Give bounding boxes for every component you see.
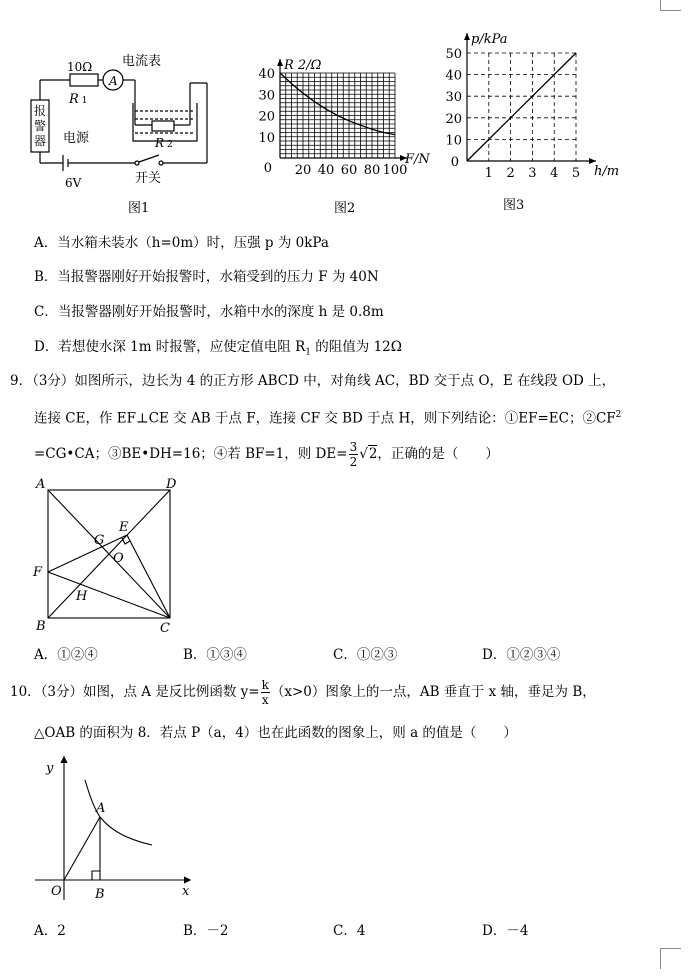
q9-stem-line3: =CG•CA；③BE•DH=16；④若 BF=1，则 DE= $\frac{3}{2}$ √2，正确的是（ ） — [34, 440, 499, 469]
label-a: A — [36, 478, 46, 492]
label-f: F — [33, 565, 43, 580]
resistor2-sub: 2 — [167, 140, 173, 150]
figure2-resistance-force-chart — [245, 40, 450, 190]
y-tick-label: 30 — [445, 90, 462, 106]
label-b: B — [36, 619, 46, 634]
label-g: G — [94, 533, 105, 548]
q9-superscript: 2 — [615, 410, 622, 420]
x-tick-label: 60 — [340, 163, 358, 178]
q9-stem-line1: 9．（3分）如图所示，边长为 4 的正方形 ABCD 中，对角线 AC，BD 交于点 O，E 在线段 OD 上， — [10, 373, 616, 389]
y-tick-label: 40 — [258, 67, 275, 82]
q9-square-figure — [28, 478, 198, 638]
svg-text:R2 — [154, 136, 173, 150]
x-tick-label: 80 — [363, 163, 381, 178]
water-tank — [133, 103, 197, 141]
q9-option-d: D．①②③④ — [482, 647, 561, 663]
q10-option-c: C．4 — [333, 923, 366, 939]
segment-cf — [48, 572, 170, 618]
svg-text:R1 — [68, 92, 88, 107]
q9-sqrt-arg: 2 — [368, 446, 378, 462]
power-label: 电源 — [63, 131, 90, 146]
y-axis-arrow — [464, 33, 470, 40]
y-tick-label: 10 — [445, 133, 462, 149]
figure3-caption: 图3 — [503, 198, 525, 213]
resistor-r1 — [70, 74, 98, 86]
segment-ce — [127, 535, 170, 618]
q9-option-c: C．①②③ — [333, 647, 398, 663]
label-h: H — [76, 589, 88, 604]
y-tick-label: 20 — [258, 109, 275, 125]
alarm-label: 报警器 — [34, 104, 47, 148]
right-angle-mark — [92, 871, 100, 880]
q8-option-d: D．若想使水深 1m 时报警，应使定值电阻 $R_1$ 的阻值为 12Ω — [34, 339, 402, 358]
ammeter-label: 电流表 — [122, 54, 162, 69]
x-axis-label: h/m — [594, 164, 620, 179]
x-tick-label: 100 — [382, 163, 408, 178]
q8-option-a: A．当水箱未装水（h=0m）时，压强 p 为 0kPa — [34, 235, 329, 251]
label-o: O — [51, 884, 62, 899]
figure1-circuit-diagram — [25, 45, 225, 195]
label-a: A — [96, 801, 106, 816]
voltage-label: 6V — [65, 176, 82, 190]
ammeter-symbol: A — [109, 74, 118, 88]
y-tick-label: 10 — [258, 130, 275, 146]
q10-stem-line2: △OAB 的面积为 8．若点 P（a，4）也在此函数的图象上，则 a 的值是（ ） — [34, 725, 517, 741]
data-series-line — [467, 53, 576, 161]
switch-blade — [139, 155, 159, 162]
x-axis-label: F/N — [405, 152, 430, 167]
y-tick-label: 40 — [445, 68, 462, 84]
x-tick-label: 1 — [484, 166, 493, 181]
q8-option-b: B．当报警器刚好开始报警时，水箱受到的压力 F 为 40N — [34, 269, 379, 285]
x-tick-label: 5 — [571, 166, 581, 181]
label-c: C — [160, 621, 170, 636]
label-e: E — [119, 520, 129, 535]
q10-option-a: A．2 — [34, 923, 66, 939]
origin-label: 0 — [263, 161, 272, 176]
y-axis-label: p/kPa — [471, 32, 508, 47]
y-axis-label: R 2/Ω — [284, 58, 322, 73]
q9-option-b: B．①③④ — [183, 647, 247, 663]
q9-fraction: $\frac{3}{2}$ — [349, 440, 358, 469]
label-y: y — [46, 761, 54, 776]
q10-stem-line1: 10．（3分）如图，点 A 是反比例函数 y= $\frac{k}{x}$ （x>0）图象上的一点，AB 垂直于 x 轴，垂足为 B， — [10, 678, 596, 707]
label-x: x — [182, 884, 190, 899]
q10-option-b: B．－2 — [183, 923, 229, 939]
x-tick-label: 40 — [317, 163, 335, 178]
label-b: B — [95, 887, 105, 902]
resistor1-label: R — [69, 92, 79, 107]
q9-option-a: A．①②④ — [34, 647, 98, 663]
figure2-caption: 图2 — [334, 201, 356, 216]
resistor1-sub: 1 — [81, 96, 88, 106]
figure3-pressure-depth-chart — [445, 20, 625, 185]
x-tick-label: 2 — [506, 166, 515, 181]
figure1-caption: 图1 — [128, 201, 150, 216]
y-tick-label: 20 — [445, 111, 462, 127]
q10-option-d: D．－4 — [482, 923, 529, 939]
origin-label: 0 — [450, 155, 459, 170]
q10-hyperbola-figure — [30, 752, 200, 902]
y-axis-arrow — [277, 59, 283, 66]
label-o: O — [113, 551, 124, 566]
page-corner-mark-bottom-right — [660, 948, 681, 969]
q8-option-c: C．当报警器刚好开始报警时，水箱中水的深度 h 是 0.8m — [34, 304, 384, 320]
y-tick-label: 30 — [258, 88, 275, 104]
label-d: D — [166, 478, 177, 492]
y-tick-label: 50 — [445, 47, 462, 62]
switch-label: 开关 — [135, 171, 162, 186]
q8-option-d-subscript: 1 — [305, 347, 311, 358]
q10-fraction: $\frac{k}{x}$ — [261, 678, 269, 707]
q9-stem-line2: 连接 CE，作 EF⊥CE 交 AB 于点 F，连接 CF 交 BD 于点 H，则下列结论：①EF=EC；$②CF^2$ — [34, 410, 622, 427]
pressure-sensor-r2 — [152, 121, 174, 131]
resistor1-value: 10Ω — [67, 60, 93, 74]
x-tick-label: 20 — [294, 163, 312, 178]
x-tick-label: 4 — [550, 166, 559, 181]
page-corner-mark-top-right — [660, 0, 681, 11]
x-tick-label: 3 — [528, 166, 537, 181]
resistor2-label: R — [155, 136, 165, 150]
